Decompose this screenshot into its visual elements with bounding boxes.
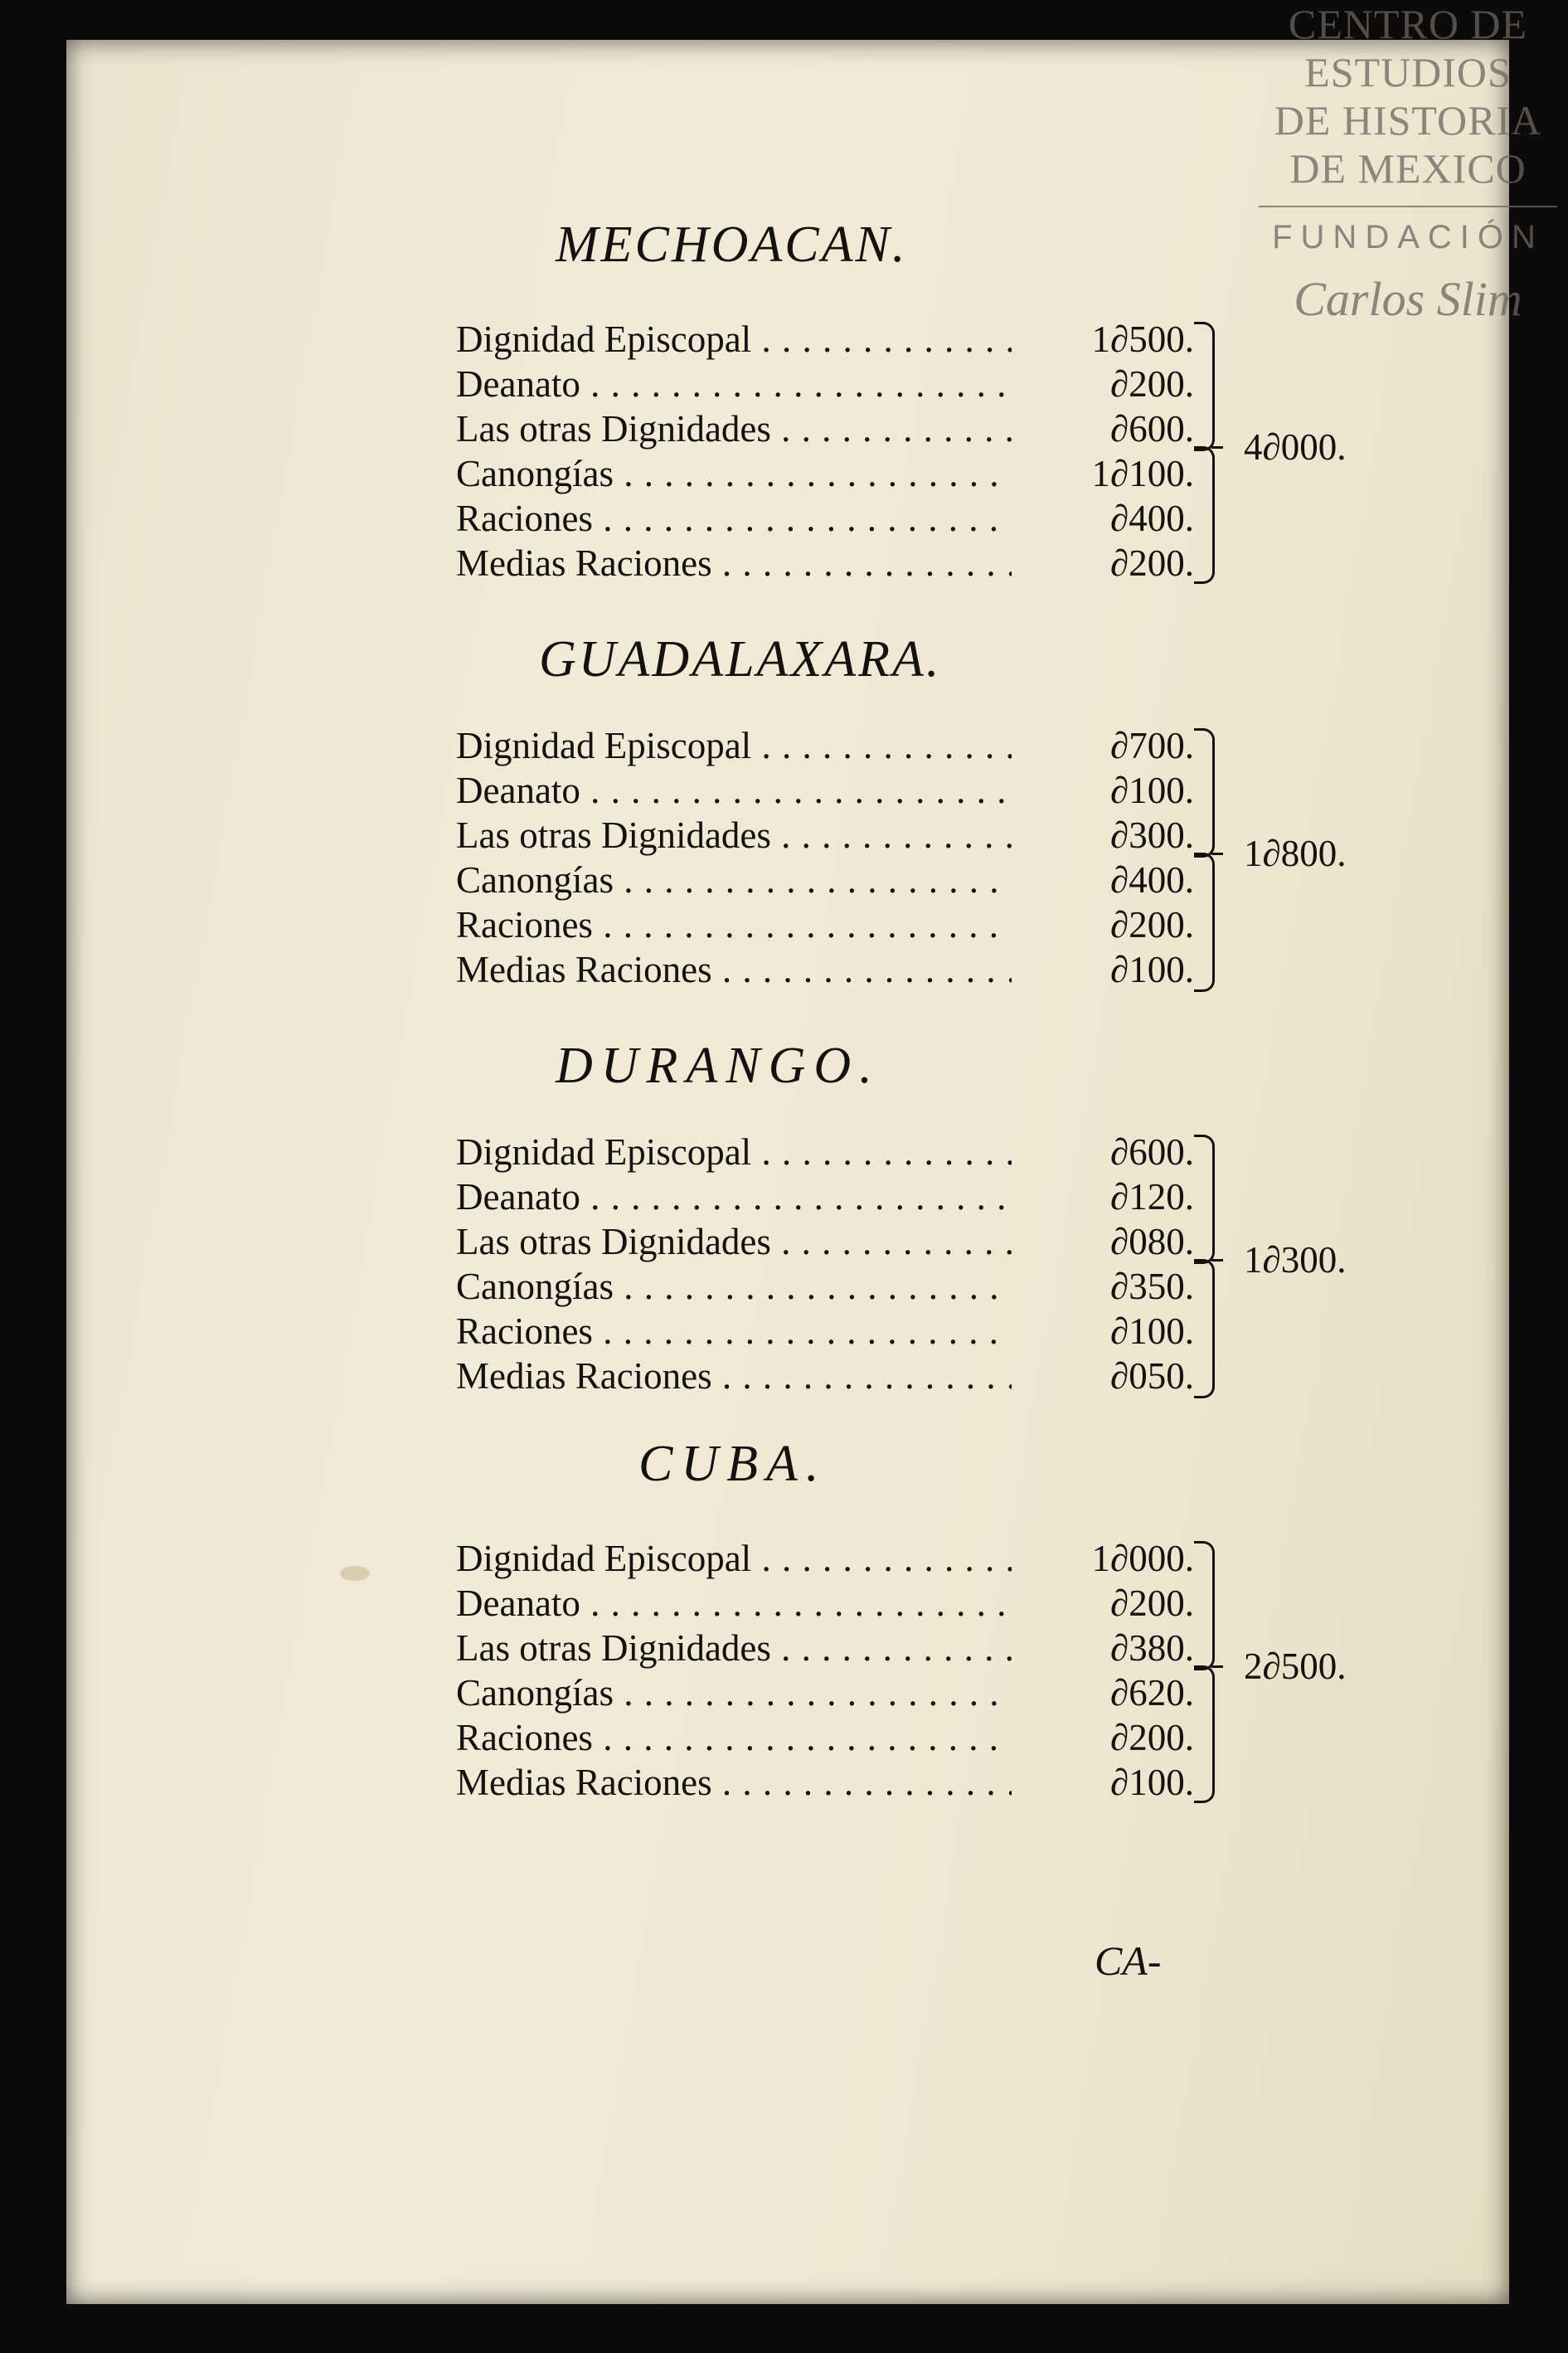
bracket-upper (1194, 322, 1215, 451)
table-row (456, 1626, 1219, 1670)
section-total: 4∂000. (1244, 426, 1347, 468)
row-label: Raciones . . . (456, 496, 1012, 541)
catchword: CA- (1095, 1937, 1162, 1984)
bracket-tip (1211, 1259, 1223, 1262)
diocese-section-guadalaxara (456, 630, 1368, 1062)
table-row (456, 947, 1219, 992)
table-row (456, 451, 1219, 496)
row-amount: 1∂500. (1091, 318, 1194, 360)
watermark-signature: Carlos Slim (1294, 272, 1522, 326)
row-amount: ∂120. (1110, 1176, 1194, 1218)
row-label: Las otras Dignidades . . . (456, 1219, 1012, 1264)
row-amount: ∂350. (1110, 1266, 1194, 1307)
row-amount: ∂300. (1110, 814, 1194, 856)
row-amount: 1∂100. (1091, 453, 1194, 494)
row-amount: ∂100. (1110, 770, 1194, 811)
row-label: Dignidad Episcopal . . . (456, 317, 1012, 362)
table-row (456, 1581, 1219, 1626)
table-row (456, 1670, 1219, 1715)
bracket-lower (1194, 1259, 1215, 1398)
bracket-upper (1194, 1135, 1215, 1264)
watermark-line: DE MEXICO (1289, 145, 1527, 192)
row-label: Raciones . . . (456, 1309, 1012, 1354)
row-label: Deanato . . . (456, 1174, 1012, 1219)
row-label: Medias Raciones . . . (456, 1354, 1012, 1398)
row-amount: ∂200. (1110, 1582, 1194, 1624)
table-row (456, 1536, 1219, 1581)
row-label: Dignidad Episcopal . . . (456, 1536, 1012, 1581)
section-title: MECHOACAN. (556, 216, 908, 273)
row-label: Medias Raciones . . . (456, 541, 1012, 586)
diocese-section-mechoacan (456, 216, 1368, 647)
table-row (456, 1219, 1219, 1264)
row-amount: ∂600. (1110, 1131, 1194, 1173)
table-row (456, 496, 1219, 541)
row-label: Las otras Dignidades . . . (456, 1626, 1012, 1670)
paper-stain (340, 1566, 370, 1581)
table-row (456, 768, 1219, 813)
row-label: Deanato . . . (456, 1581, 1012, 1626)
bracket-tip (1211, 446, 1223, 449)
bracket-upper (1194, 1541, 1215, 1670)
table-row (456, 1174, 1219, 1219)
diocese-section-cuba (456, 1435, 1368, 1866)
row-amount: ∂100. (1110, 1310, 1194, 1352)
watermark-divider (1259, 206, 1557, 207)
watermark-line: DE HISTORIA (1274, 97, 1542, 143)
table-row (456, 813, 1219, 858)
bracket-upper (1194, 728, 1215, 858)
row-amount: ∂200. (1110, 1717, 1194, 1758)
row-amount: 1∂000. (1091, 1538, 1194, 1579)
diocese-section-durango (456, 1037, 1368, 1468)
table-row (456, 1130, 1219, 1174)
row-label: Dignidad Episcopal . . . (456, 1130, 1012, 1174)
row-amount: ∂600. (1110, 408, 1194, 450)
row-label: Medias Raciones . . . (456, 1760, 1012, 1805)
section-title: CUBA. (638, 1436, 828, 1492)
row-label: Raciones . . . (456, 902, 1012, 947)
table-row (456, 541, 1219, 586)
row-amount: ∂100. (1110, 1762, 1194, 1803)
row-amount: ∂100. (1110, 949, 1194, 990)
row-label: Las otras Dignidades . . . (456, 813, 1012, 858)
bracket-lower (1194, 1665, 1215, 1803)
table-row (456, 1309, 1219, 1354)
row-amount: ∂380. (1110, 1627, 1194, 1669)
bracket-lower (1194, 446, 1215, 584)
row-label: Medias Raciones . . . (456, 947, 1012, 992)
table-row (456, 317, 1219, 362)
table-row (456, 362, 1219, 406)
row-label: Dignidad Episcopal . . . (456, 723, 1012, 768)
row-label: Canongías . . . (456, 1264, 1012, 1309)
table-row (456, 1354, 1219, 1398)
row-amount: ∂080. (1110, 1221, 1194, 1262)
table-row (456, 1264, 1219, 1309)
row-amount: ∂400. (1110, 859, 1194, 901)
row-label: Canongías . . . (456, 858, 1012, 902)
row-amount: ∂620. (1110, 1672, 1194, 1714)
watermark-line: ESTUDIOS (1304, 49, 1512, 95)
row-amount: ∂400. (1110, 498, 1194, 539)
watermark-line: CENTRO DE (1288, 1, 1528, 47)
bracket-tip (1211, 853, 1223, 855)
table-row (456, 902, 1219, 947)
row-label: Deanato . . . (456, 362, 1012, 406)
section-title: DURANGO. (556, 1038, 881, 1094)
section-total: 1∂800. (1244, 833, 1347, 874)
table-row (456, 1760, 1219, 1805)
section-title: GUADALAXARA. (539, 631, 942, 688)
row-amount: ∂050. (1110, 1355, 1194, 1397)
section-total: 2∂500. (1244, 1646, 1347, 1687)
row-amount: ∂200. (1110, 363, 1194, 405)
row-label: Raciones . . . (456, 1715, 1012, 1760)
row-label: Deanato . . . (456, 768, 1012, 813)
row-amount: ∂200. (1110, 904, 1194, 946)
table-row (456, 723, 1219, 768)
row-label: Canongías . . . (456, 451, 1012, 496)
table-row (456, 858, 1219, 902)
row-label: Las otras Dignidades . . . (456, 406, 1012, 451)
section-total: 1∂300. (1244, 1239, 1347, 1281)
table-row (456, 1715, 1219, 1760)
row-amount: ∂200. (1110, 542, 1194, 584)
row-amount: ∂700. (1110, 725, 1194, 766)
table-row (456, 406, 1219, 451)
row-label: Canongías . . . (456, 1670, 1012, 1715)
watermark-fundacion: FUNDACIÓN (1272, 219, 1544, 255)
bracket-tip (1211, 1665, 1223, 1668)
bracket-lower (1194, 853, 1215, 992)
